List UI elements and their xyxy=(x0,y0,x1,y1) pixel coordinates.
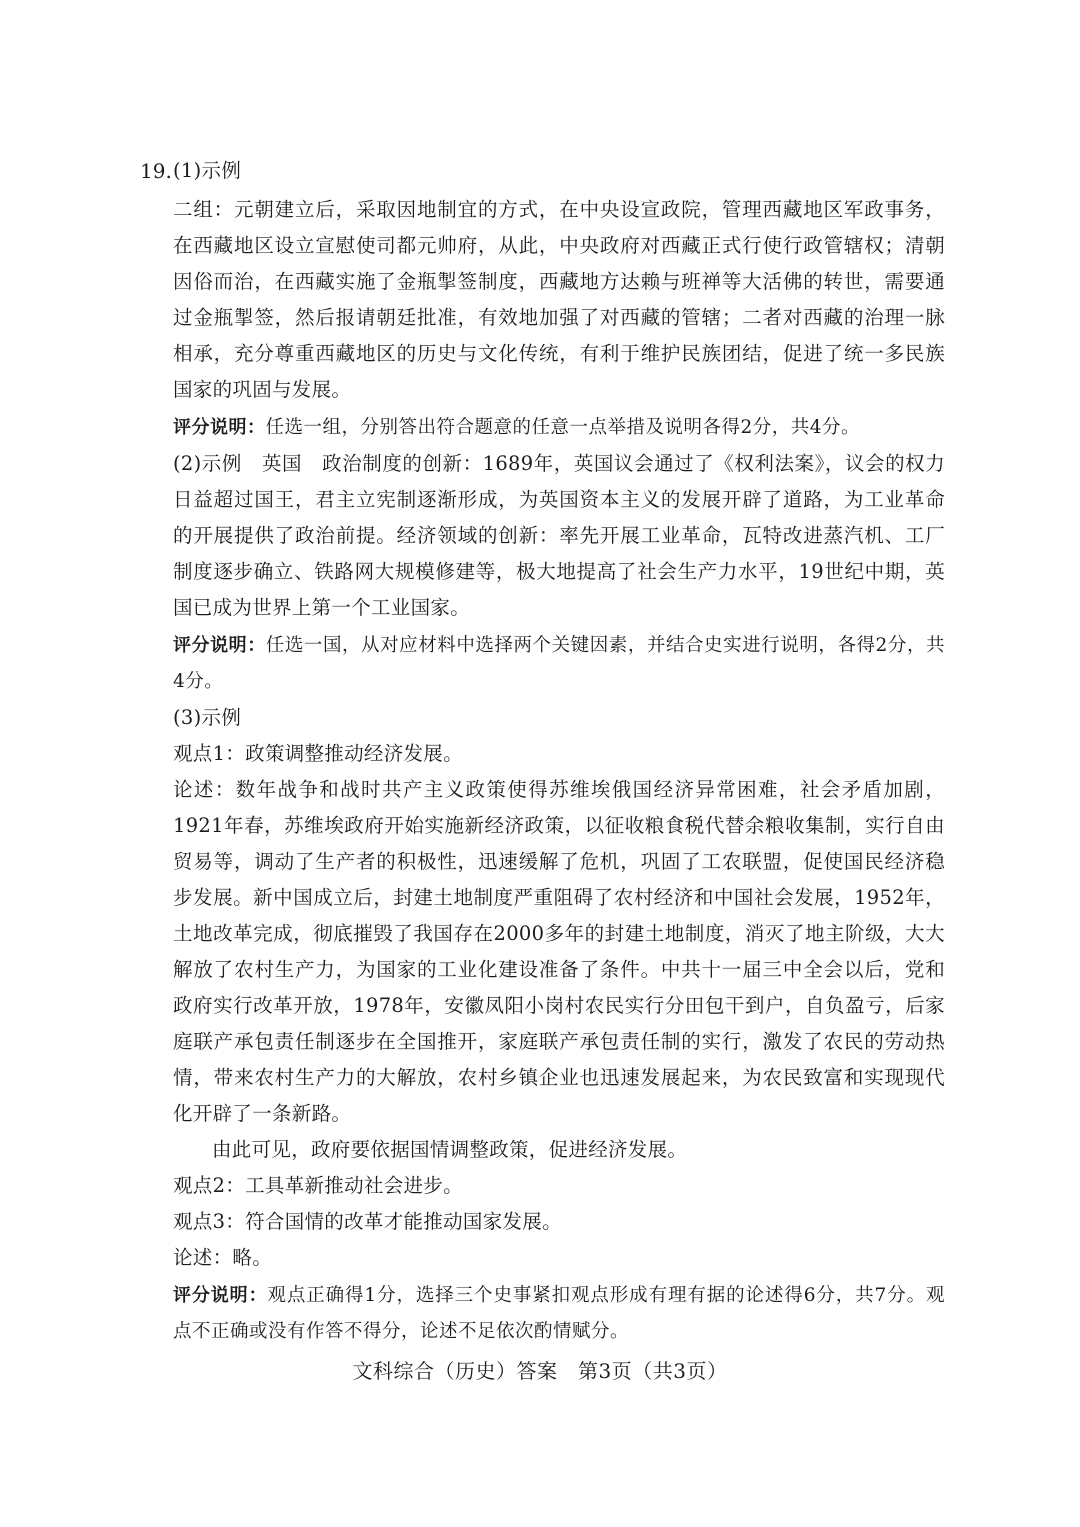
scoring-note-label: 评分说明： xyxy=(173,1285,268,1306)
viewpoint-2: 观点2：工具革新推动社会进步。 xyxy=(173,1174,463,1197)
question-number: 19. xyxy=(140,159,172,183)
answer-content xyxy=(173,156,945,1350)
part1-scoring-note xyxy=(173,410,945,446)
argument-conclusion: 由此可见，政府要依据国情调整政策，促进经济发展。 xyxy=(212,1138,688,1161)
page-footer: 文科综合（历史）答案 第3页（共3页） xyxy=(352,1359,728,1383)
part3-scoring-note xyxy=(173,1278,945,1350)
scoring-note-label: 评分说明： xyxy=(173,417,266,438)
part2-answer: (2)示例 英国 政治制度的创新：1689年，英国议会通过了《权利法案》，议会的权力日益超过国王，君主立宪制逐渐形成，为英国资本主义的发展开辟了道路，为工业革命的开展提供了政治前提。经济领域的创新：率先开展工业革命，瓦特改进蒸汽机、工厂制度逐步确立、铁路网大规模修建等，极大地提高了社会生产力水平，19世纪中期，英国已成为世界上第一个工业国家。 xyxy=(173,452,945,619)
scoring-note-label: 评分说明： xyxy=(173,635,266,656)
scoring-note-text: 任选一组，分别答出符合题意的任意一点举措及说明各得2分，共4分。 xyxy=(265,417,861,438)
part3-label: (3)示例 xyxy=(173,706,242,729)
viewpoint-3: 观点3：符合国情的改革才能推动国家发展。 xyxy=(173,1210,562,1233)
scoring-note-text: 观点正确得1分，选择三个史事紧扣观点形成有理有据的论述得6分，共7分。观点不正确或没有作答不得分，论述不足依次酌情赋分。 xyxy=(173,1285,945,1342)
argument-brief: 论述：略。 xyxy=(173,1246,273,1269)
part2-scoring-note xyxy=(173,628,945,700)
viewpoint-1: 观点1：政策调整推动经济发展。 xyxy=(173,742,463,765)
scoring-note-text: 任选一国，从对应材料中选择两个关键因素，并结合史实进行说明，各得2分，共4分。 xyxy=(173,635,945,692)
part1-label: (1)示例 xyxy=(173,159,242,182)
part1-answer: 二组：元朝建立后，采取因地制宜的方式，在中央设宣政院，管理西藏地区军政事务，在西藏地区设立宣慰使司都元帅府，从此，中央政府对西藏正式行使行政管辖权；清朝因俗而治，在西藏实施了金瓶掣签制度，西藏地方达赖与班禅等大活佛的转世，需要通过金瓶掣签，然后报请朝廷批准，有效地加强了对西藏的管辖；二者对西藏的治理一脉相承，充分尊重西藏地区的历史与文化传统，有利于维护民族团结，促进了统一多民族国家的巩固与发展。 xyxy=(173,198,945,401)
viewpoint-1-argument: 论述：数年战争和战时共产主义政策使得苏维埃俄国经济异常困难，社会矛盾加剧，1921年春，苏维埃政府开始实施新经济政策，以征收粮食税代替余粮收集制，实行自由贸易等，调动了生产者的积极性，迅速缓解了危机，巩固了工农联盟，促使国民经济稳步发展。新中国成立后，封建土地制度严重阻碍了农村经济和中国社会发展，1952年，土地改革完成，彻底摧毁了我国存在2000多年的封建土地制度，消灭了地主阶级，大大解放了农村生产力，为国家的工业化建设准备了条件。中共十一届三中全会以后，党和政府实行改革开放，1978年，安徽凤阳小岗村农民实行分田包干到户，自负盈亏，后家庭联产承包责任制逐步在全国推开，家庭联产承包责任制的实行，激发了农民的劳动热情，带来农村生产力的大解放，农村乡镇企业也迅速发展起来，为农民致富和实现现代化开辟了一条新路。 xyxy=(173,778,945,1125)
